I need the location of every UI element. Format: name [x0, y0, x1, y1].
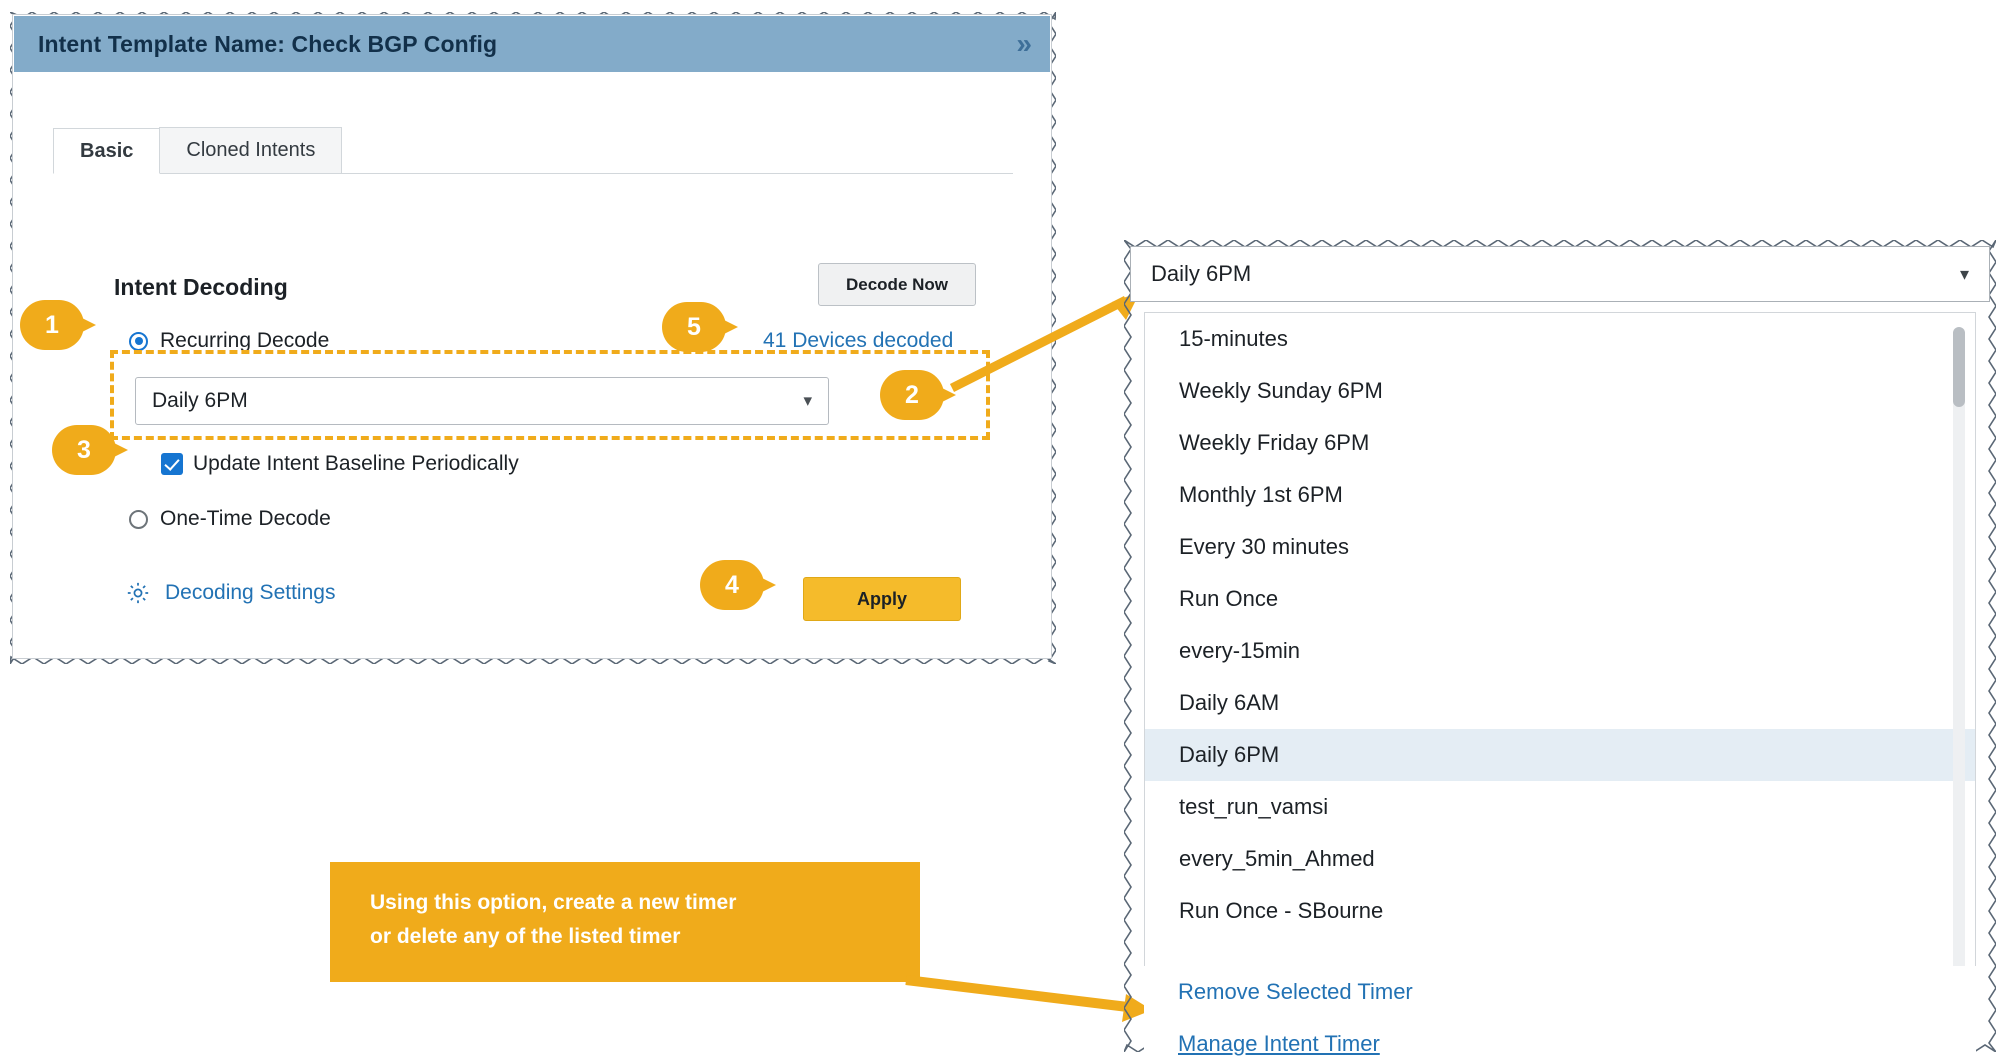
decoding-settings-label: Decoding Settings: [165, 581, 336, 604]
dropdown-option[interactable]: Daily 6PM: [1145, 729, 1975, 781]
callout-badge-2: 2: [880, 370, 944, 420]
dropdown-option[interactable]: Monthly 1st 6PM: [1179, 482, 1343, 507]
dropdown-actions: [1144, 966, 1976, 1064]
tab-bar: [53, 127, 1013, 174]
page-title: Intent Template Name: Check BGP Config: [38, 30, 498, 57]
tooltip-manage-timer: [330, 862, 920, 982]
dropdown-option[interactable]: Run Once - SBourne: [1179, 898, 1384, 923]
collapse-icon[interactable]: »: [1016, 28, 1032, 59]
radio-icon-unselected[interactable]: [129, 510, 148, 529]
dropdown-option[interactable]: Daily 6AM: [1179, 690, 1280, 715]
dropdown-option[interactable]: test_run_vamsi: [1179, 794, 1329, 819]
tab-basic[interactable]: Basic: [53, 128, 160, 174]
dropdown-scrollbar[interactable]: [1953, 327, 1965, 999]
decoding-settings-link[interactable]: [125, 580, 335, 606]
checkbox-update-baseline[interactable]: [161, 452, 519, 476]
radio-one-time-decode-label: One-Time Decode: [160, 507, 331, 530]
gear-icon: [125, 580, 151, 606]
dropdown-option[interactable]: Weekly Friday 6PM: [1179, 430, 1370, 455]
tab-cloned-intents[interactable]: Cloned Intents: [159, 127, 342, 173]
checkbox-icon-checked[interactable]: [161, 453, 183, 475]
tooltip-line-2: or delete any of the listed timer: [370, 925, 681, 948]
callout-badge-3: 3: [52, 425, 116, 475]
intent-timer-dropdown: [1124, 240, 1996, 1056]
timer-select-value: Daily 6PM: [152, 389, 248, 412]
dropdown-option[interactable]: every-15min: [1179, 638, 1301, 663]
radio-recurring-decode[interactable]: [129, 329, 329, 353]
manage-intent-timer-link[interactable]: Manage Intent Timer: [1178, 1031, 1380, 1056]
remove-selected-timer-link[interactable]: Remove Selected Timer: [1178, 979, 1413, 1004]
checkbox-update-baseline-label: Update Intent Baseline Periodically: [193, 452, 519, 475]
timer-select[interactable]: [135, 377, 829, 425]
tooltip-line-1: Using this option, create a new timer: [370, 891, 737, 914]
callout-badge-4: 4: [700, 560, 764, 610]
decode-now-button[interactable]: Decode Now: [818, 263, 976, 306]
dropdown-option-list[interactable]: [1144, 312, 1976, 1036]
dropdown-selected-box[interactable]: [1130, 246, 1990, 302]
radio-one-time-decode[interactable]: [129, 507, 331, 531]
dropdown-option[interactable]: Run Once: [1179, 586, 1279, 611]
intent-template-panel: [12, 14, 1052, 659]
panel-header: [14, 16, 1050, 72]
radio-recurring-decode-label: Recurring Decode: [160, 329, 330, 352]
dropdown-option[interactable]: 15-minutes: [1179, 326, 1288, 351]
callout-badge-1: 1: [20, 300, 84, 350]
dropdown-option[interactable]: Every 30 minutes: [1179, 534, 1349, 559]
radio-icon-selected[interactable]: [129, 332, 148, 351]
dropdown-selected-value: Daily 6PM: [1151, 261, 1252, 286]
dropdown-option[interactable]: Weekly Sunday 6PM: [1179, 378, 1383, 403]
dropdown-scrollbar-thumb[interactable]: [1953, 327, 1965, 407]
callout-badge-5: 5: [662, 302, 726, 352]
chevron-down-icon[interactable]: ▾: [1959, 263, 1969, 284]
dropdown-option[interactable]: every_5min_Ahmed: [1179, 846, 1375, 871]
section-title-intent-decoding: Intent Decoding: [114, 274, 288, 300]
chevron-down-icon[interactable]: ▾: [803, 391, 812, 410]
apply-button[interactable]: Apply: [803, 577, 961, 621]
devices-decoded-link[interactable]: 41 Devices decoded: [763, 329, 954, 352]
